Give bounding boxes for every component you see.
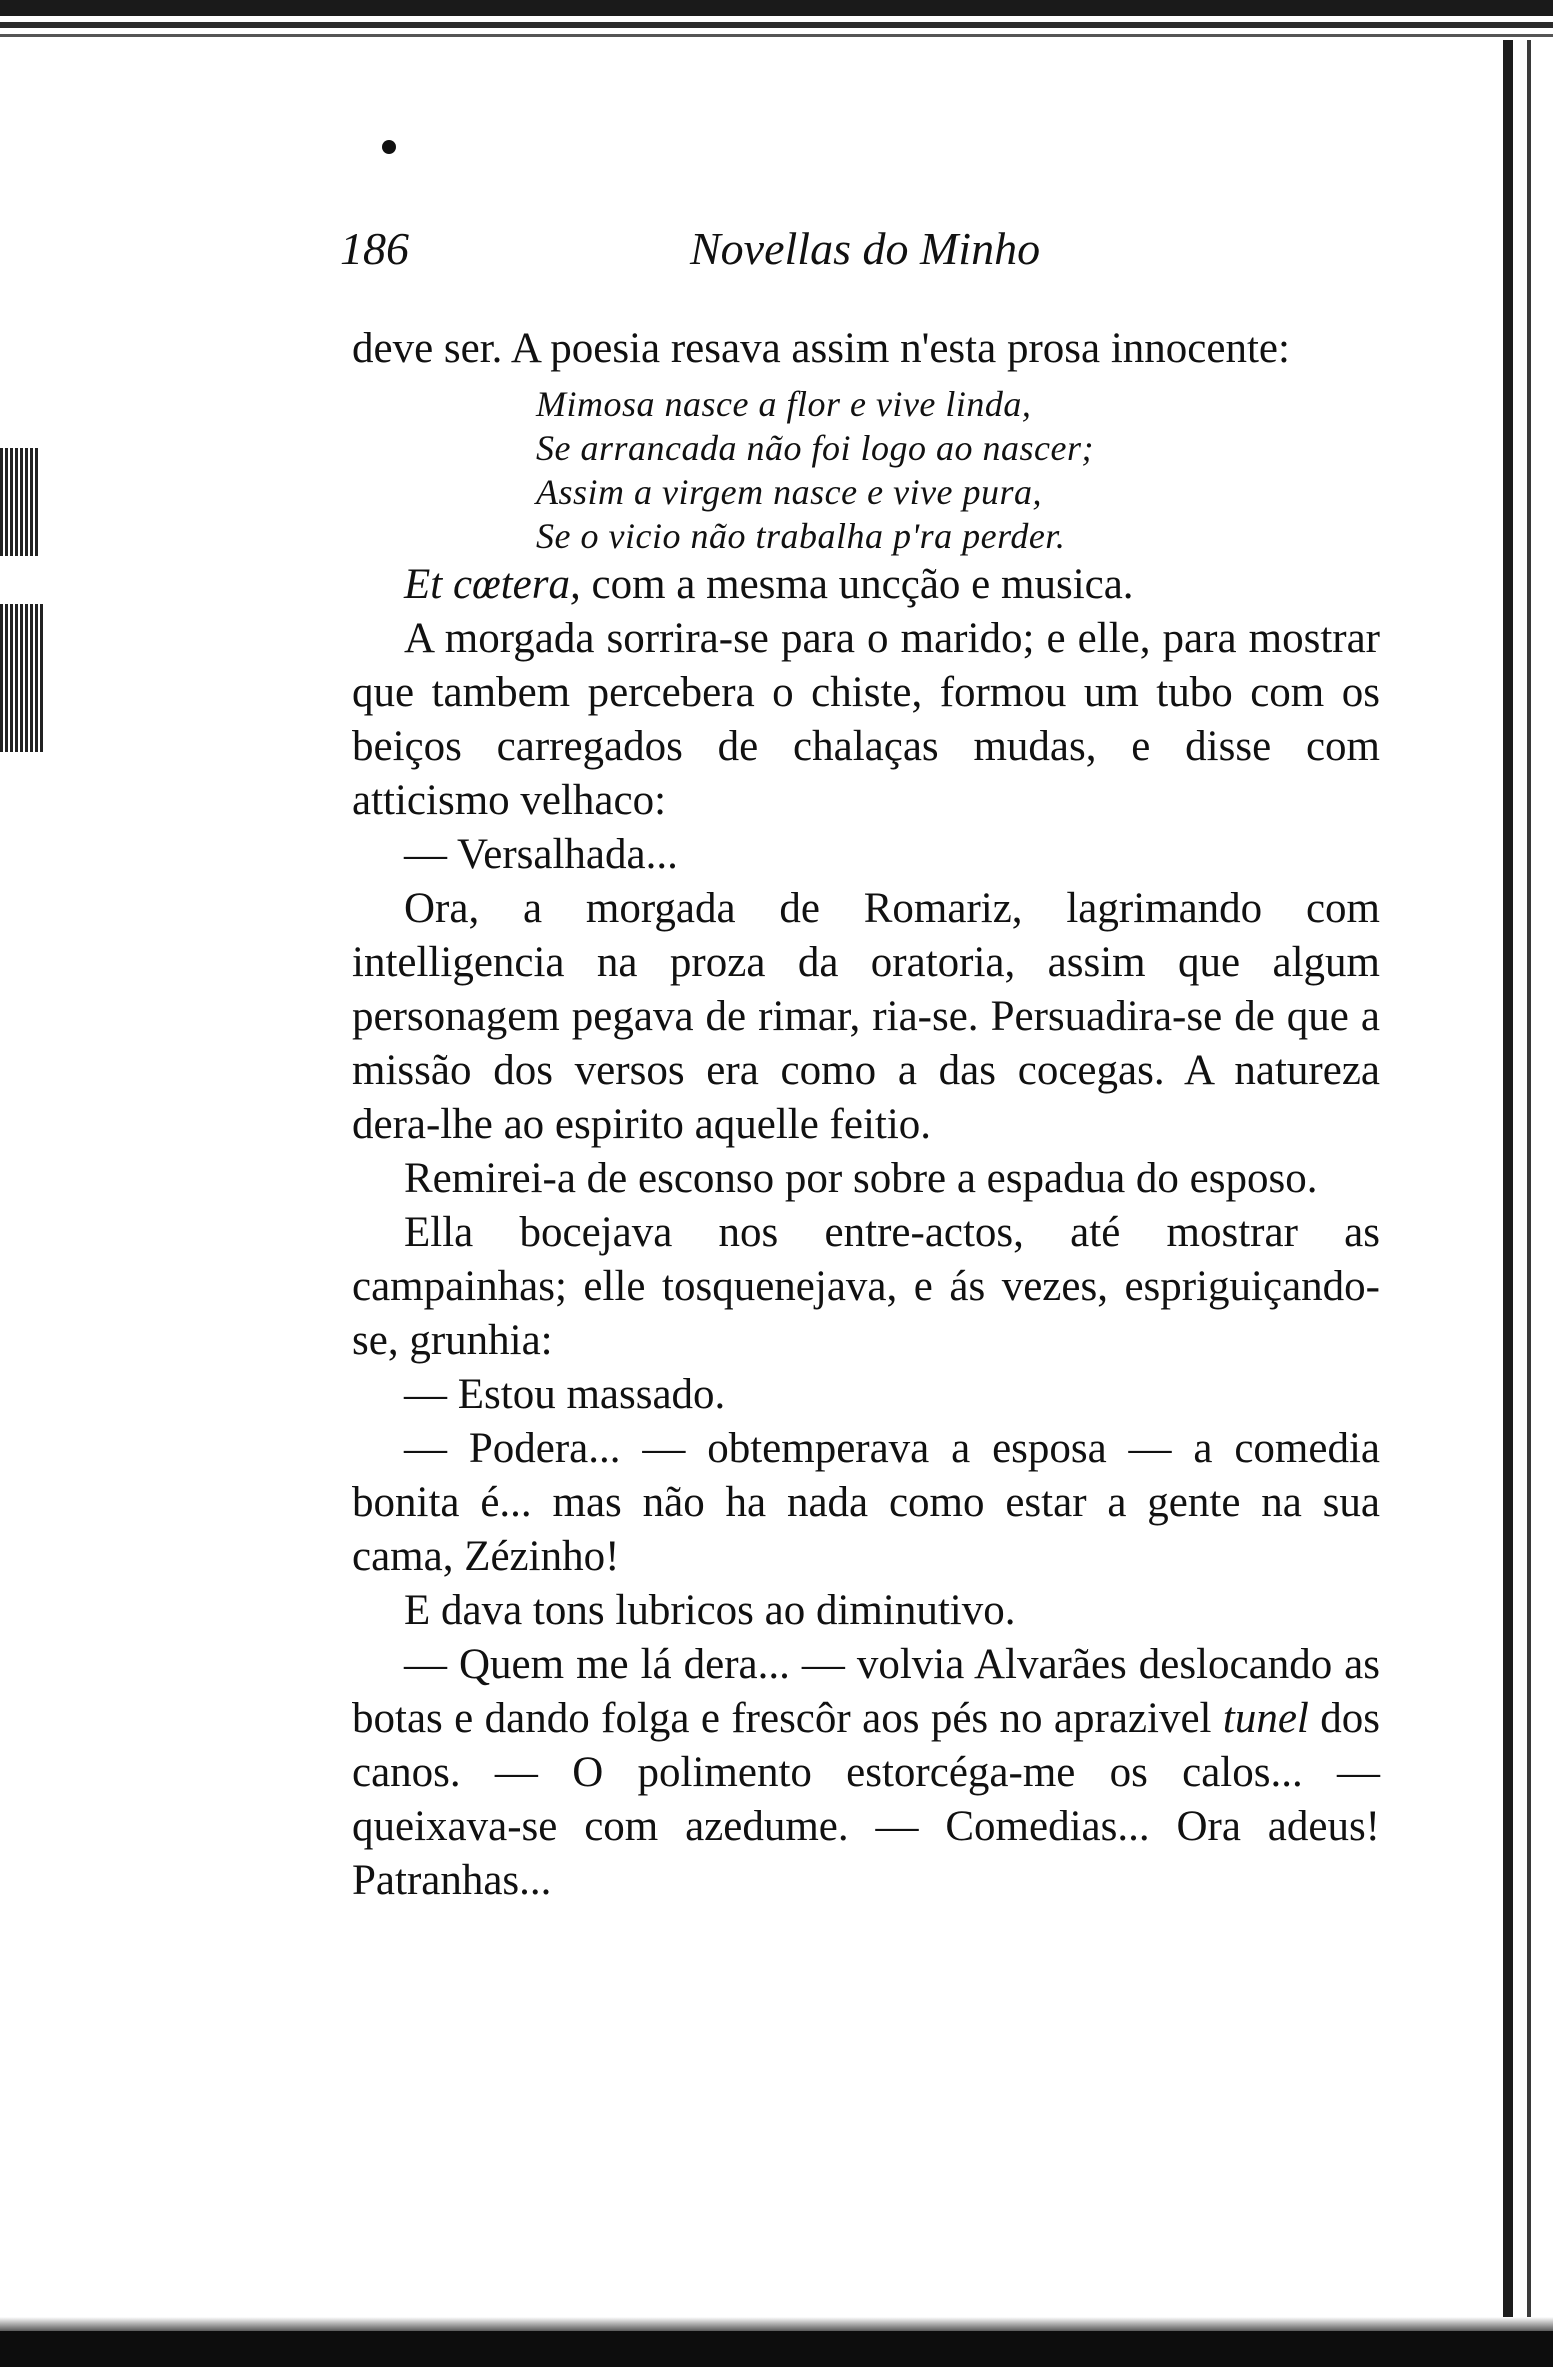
scan-border-bottom bbox=[0, 2331, 1553, 2367]
italic-word: tunel bbox=[1222, 1695, 1309, 1742]
verse-line: Se o vicio não trabalha p'ra perder. bbox=[536, 516, 1066, 556]
scan-border-top bbox=[0, 0, 1553, 40]
paragraph: A morgada sorrira-se para o marido; e elle, para mostrar que tambem percebera o chiste, formou um tubo com os beiços carregados de chalaças mudas, e disse com atticismo velhaco: bbox=[352, 615, 1380, 824]
dialogue-line: — Versalhada... bbox=[404, 831, 678, 878]
dialogue-part: dos canos. — O polimento estorcéga-me os calos... — queixava-se com azedume. — Comedias... Ora adeus! Patranhas... bbox=[352, 1695, 1381, 1904]
dialogue-line: — Podera... — obtemperava a esposa — a comedia bonita é... mas não ha nada como estar a gente na sua cama, Zézinho! bbox=[352, 1425, 1380, 1580]
verse-line: Se arrancada não foi logo ao nascer; bbox=[536, 428, 1094, 468]
paragraph: Ella bocejava nos entre-actos, até mostrar as campainhas; elle tosquenejava, e ás vezes, espriguiçando-se, grunhia: bbox=[352, 1209, 1380, 1364]
running-title: Novellas do Minho bbox=[690, 223, 1041, 274]
dialogue-part: — Quem me lá dera... — volvia Alvarães deslocando as botas e dando folga e frescôr aos pés no aprazivel bbox=[352, 1641, 1380, 1742]
ink-dot-mark bbox=[382, 140, 396, 154]
paragraph: Remirei-a de esconso por sobre a espadua do esposo. bbox=[404, 1155, 1318, 1202]
paragraph-continued: deve ser. A poesia resava assim n'esta prosa innocente: bbox=[352, 325, 1290, 372]
scan-border-bottom-fade bbox=[0, 2317, 1553, 2331]
etcetera-italic: Et cœtera, bbox=[404, 561, 581, 608]
verse-block bbox=[536, 382, 1380, 558]
dialogue-line: — Estou massado. bbox=[404, 1371, 726, 1418]
paragraph: Ora, a morgada de Romariz, lagrimando com intelligencia na proza da oratoria, assim que algum personagem pegava de rimar, ria-se. Persuadira-se de que a missão dos versos era como a das cocegas. A natureza dera-lhe ao espirito aquelle feitio. bbox=[352, 885, 1380, 1148]
verse-line: Assim a virgem nasce e vive pura, bbox=[536, 472, 1043, 512]
etcetera-rest: com a mesma uncção e musica. bbox=[580, 561, 1134, 608]
scan-binding-mark-upper bbox=[0, 448, 40, 556]
scan-binding-mark-lower bbox=[0, 604, 44, 752]
scan-border-right bbox=[1475, 40, 1553, 2320]
dialogue-line bbox=[352, 1638, 1380, 1908]
page-number: 186 bbox=[340, 223, 409, 274]
verse-line: Mimosa nasce a flor e vive linda, bbox=[536, 384, 1032, 424]
paragraph-etcetera bbox=[352, 558, 1380, 612]
paragraph: E dava tons lubricos ao diminutivo. bbox=[404, 1587, 1016, 1634]
page-header bbox=[340, 222, 1380, 282]
page-body bbox=[352, 322, 1380, 1908]
